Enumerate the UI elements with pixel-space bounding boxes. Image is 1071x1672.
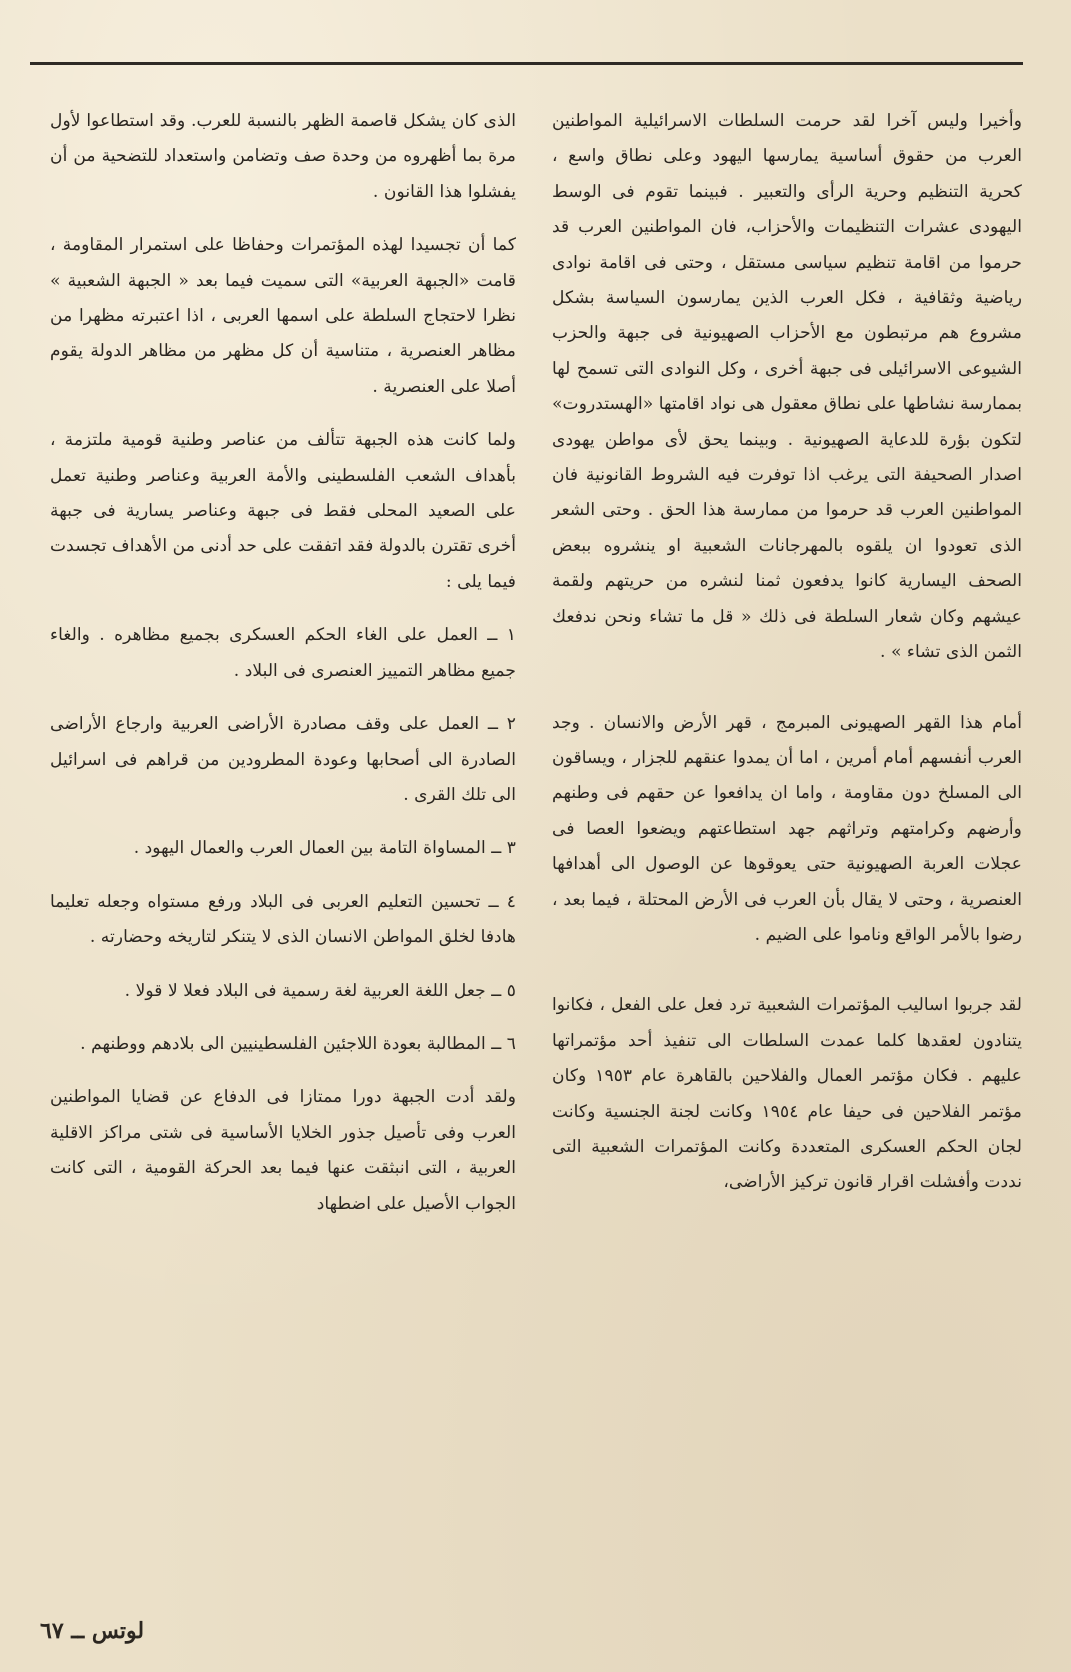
paragraph: ولما كانت هذه الجبهة تتألف من عناصر وطنية قومية ملتزمة ، بأهداف الشعب الفلسطينى والأمة العربية وعناصر وطنية تعمل على الصعيد المحلى فقط فى جبهة وعناصر يسارية فى جبهة أخرى تقترن بالدولة فقد اتفقت على حد أدنى من الأهداف تجسدت فيما يلى : bbox=[50, 430, 516, 592]
article-column-left bbox=[50, 104, 516, 1222]
top-rule bbox=[30, 62, 1023, 65]
list-item: ٢ ــ العمل على وقف مصادرة الأراضى العربية وارجاع الأراضى الصادرة الى أصحابها وعودة المطرودين من قراهم فى اسرائيل الى تلك القرى . bbox=[50, 714, 516, 805]
paragraph: وأخيرا وليس آخرا لقد حرمت السلطات الاسرائيلية المواطنين العرب من حقوق أساسية يمارسها اليهود وعلى نطاق واسع ، كحرية التنظيم وحرية الرأى والتعبير . فبينما تقوم فى الوسط اليهودى عشرات التنظيمات والأحزاب، فان المواطنين العرب قد حرموا من اقامة تنظيم سياسى مستقل ، وحتى فى اقامة نوادى رياضية وثقافية ، فكل العرب الذين يمارسون السياسة بشكل مشروع هم مرتبطون مع الأحزاب الصهيونية فى جبهة والحزب الشيوعى الاسرائيلى فى جبهة أخرى ، وكل النوادى التى تسمح لها بممارسة نشاطها على نطاق معقول هى نواد اقامتها «الهستدروت» لتكون بؤرة للدعاية الصهيونية . وبينما يحق لأى مواطن يهودى اصدار الصحيفة التى يرغب اذا توفرت فيه الشروط القانونية فان المواطنين العرب قد حرموا من ممارسة هذا الحق . وحتى الشعر الذى تعودوا ان يلقوه بالمهرجانات الشعبية او ينشروه ببعض الصحف اليسارية كانوا يدفعون ثمنا لنشره من حريتهم ولقمة عيشهم وكان شعار السلطة فى ذلك « قل ما تشاء ونحن ندفعك الثمن الذى تشاء » . bbox=[552, 111, 1022, 663]
list-item: ٦ ــ المطالبة بعودة اللاجئين الفلسطينيين الى بلادهم ووطنهم . bbox=[80, 1033, 516, 1054]
article-column-right bbox=[552, 104, 1022, 1201]
paragraph: كما أن تجسيدا لهذه المؤتمرات وحفاظا على استمرار المقاومة ، قامت «الجبهة العربية» التى سميت فيما بعد « الجبهة الشعبية » نظرا لاحتجاج السلطة على اسمها العربى ، اذا اعتبرته مظهرا من مظاهر العنصرية ، متناسية أن كل مظهر من مظاهر الدولة يقوم أصلا على العنصرية . bbox=[50, 235, 516, 397]
list-item: ٤ ــ تحسين التعليم العربى فى البلاد ورفع مستواه وجعله تعليما هادفا لخلق المواطن الانسان الذى لا يتنكر لتاريخه وحضارته . bbox=[50, 891, 516, 948]
page-footer: لوتس ــ ٦٧ bbox=[40, 1618, 145, 1644]
paragraph: ولقد أدت الجبهة دورا ممتازا فى الدفاع عن قضايا المواطنين العرب وفى تأصيل جذور الخلايا الأساسية فى شتى مراكز الاقلية العربية ، التى انبثقت عنها فيما بعد الحركة القومية ، التى كانت الجواب الأصيل على اضطهاد bbox=[50, 1087, 516, 1214]
list-item: ٣ ــ المساواة التامة بين العمال العرب والعمال اليهود . bbox=[133, 838, 516, 859]
paragraph: الذى كان يشكل قاصمة الظهر بالنسبة للعرب. وقد استطاعوا لأول مرة بما أظهروه من وحدة صف وتضامن واستعداد للتضحية من أن يفشلوا هذا القانون . bbox=[50, 111, 516, 202]
paragraph: لقد جربوا اساليب المؤتمرات الشعبية ترد فعل على الفعل ، فكانوا يتنادون لعقدها كلما عمدت السلطات الى تنفيذ أحد مؤتمراتها عليهم . فكان مؤتمر العمال والفلاحين بالقاهرة عام ١٩٥٣ وكان مؤتمر الفلاحين فى حيفا عام ١٩٥٤ وكانت لجنة الجنسية وكانت لجان الحكم العسكرى المتعددة وكانت المؤتمرات الشعبية التى نددت وأفشلت اقرار قانون تركيز الأراضى، bbox=[552, 995, 1023, 1193]
paragraph: أمام هذا القهر الصهيونى المبرمج ، قهر الأرض والانسان . وجد العرب أنفسهم أمام أمرين ، اما أن يمدوا عنقهم للجزار ، ويساقون الى المسلخ دون مقاومة ، واما ان يدافعوا عن حقهم فى وطنهم وأرضهم وكرامتهم وتراثهم جهد استطاعتهم ويضعوا العصا فى عجلات العربة الصهيونية حتى يعوقوها عن الوصول الى أهدافها العنصرية ، وحتى لا يقال بأن العرب فى الأرض المحتلة ، فيما بعد ، رضوا بالأمر الواقع وناموا على الضيم . bbox=[552, 712, 1022, 945]
list-item: ٥ ــ جعل اللغة العربية لغة رسمية فى البلاد فعلا لا قولا . bbox=[124, 980, 516, 1001]
list-item: ١ ــ العمل على الغاء الحكم العسكرى بجميع مظاهره . والغاء جميع مظاهر التمييز العنصرى فى البلاد . bbox=[50, 625, 516, 681]
